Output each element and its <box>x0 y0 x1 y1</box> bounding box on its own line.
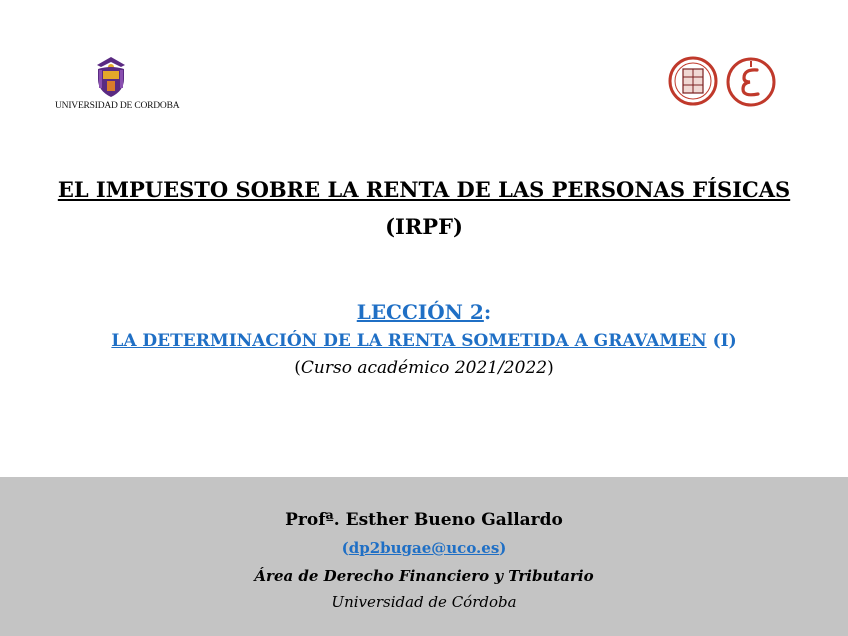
course-open-paren: ( <box>294 358 301 378</box>
lesson-subtitle <box>0 329 848 354</box>
email-link[interactable]: dp2bugae@uco.es <box>348 539 500 557</box>
department-area: Área de Derecho Financiero y Tributario <box>254 567 594 585</box>
red-e-emblem-icon <box>726 57 776 107</box>
course-text: Curso académico 2021/2022 <box>300 358 548 378</box>
course-year <box>0 356 848 381</box>
lesson-subtitle-link[interactable]: LA DETERMINACIÓN DE LA RENTA SOMETIDA A GRAVAMEN <box>111 331 707 351</box>
page-title-abbreviation: (IRPF) <box>385 214 463 239</box>
email-close-paren: ) <box>499 539 507 557</box>
lesson-label-link[interactable]: LECCIÓN 2 <box>356 300 484 324</box>
institution-seals <box>668 56 780 108</box>
university-crest-icon <box>91 55 131 99</box>
lesson-colon: : <box>483 300 492 324</box>
course-close-paren: ) <box>547 358 554 378</box>
page-title: EL IMPUESTO SOBRE LA RENTA DE LAS PERSONAS FÍSICAS <box>57 177 791 202</box>
university-logo-text: UNIVERSIDAD DE CORDOBA <box>55 101 180 111</box>
lesson-heading <box>0 298 848 326</box>
university-logo <box>55 55 180 117</box>
faculty-seal-icon <box>668 56 718 106</box>
footer-panel <box>0 477 848 636</box>
lesson-subtitle-suffix: (I) <box>706 331 737 351</box>
university-name: Universidad de Córdoba <box>331 593 517 611</box>
email-open-paren: ( <box>341 539 349 557</box>
professor-email <box>0 537 848 559</box>
professor-name: Profª. Esther Bueno Gallardo <box>285 510 563 530</box>
